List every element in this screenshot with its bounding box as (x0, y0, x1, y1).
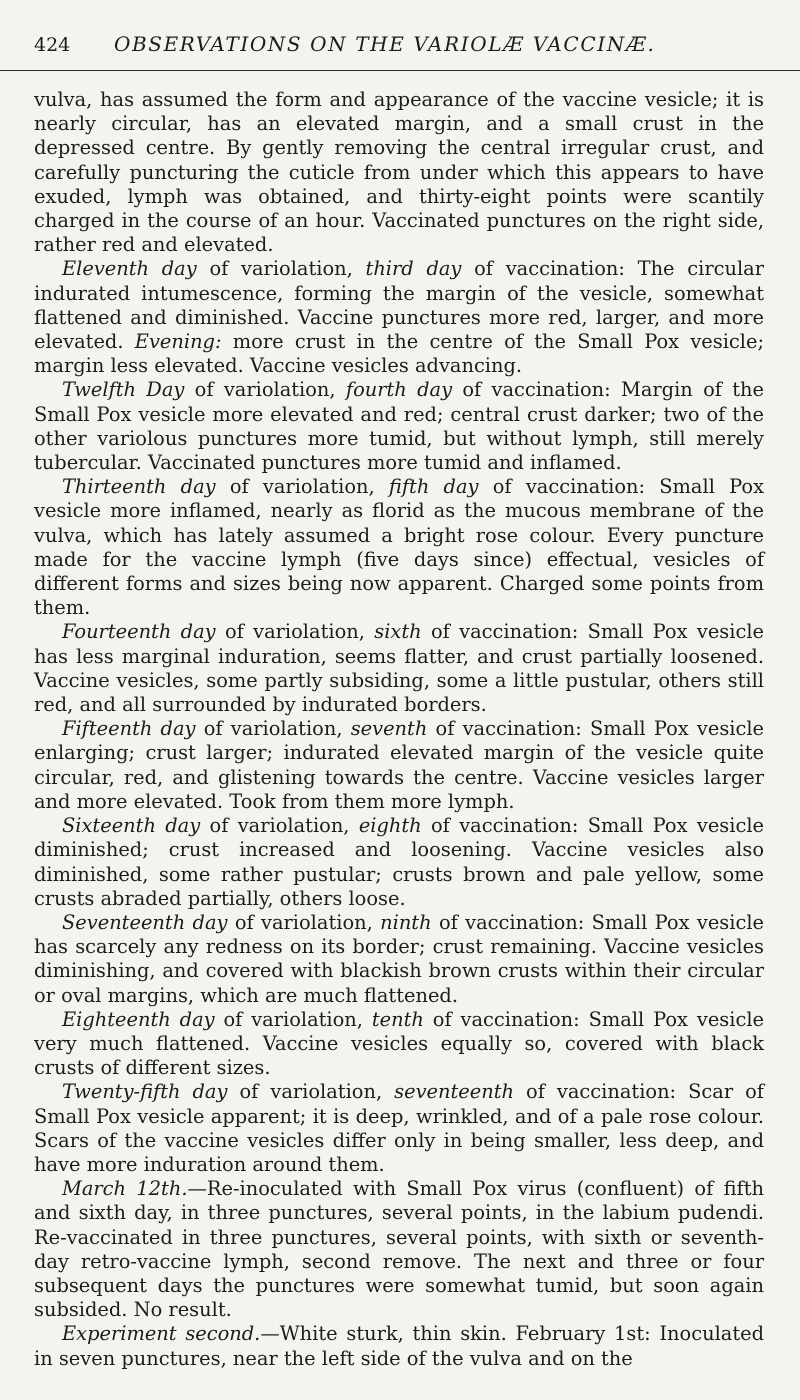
paragraph (34, 378, 764, 475)
text-run: of variolation, (227, 910, 381, 934)
italic-phrase: seventh (350, 717, 428, 741)
paragraph (34, 620, 764, 717)
text-run: of vaccination: Scar of Small Pox vesicle apparent; it is deep, wrinkled, and of a pale rose colour. Scars of the vaccine vesicles differ only in being smaller, less deep, and have more induration around them. (34, 1080, 764, 1176)
text-run: of variolation, (196, 257, 366, 281)
italic-phrase: Sixteenth day (62, 814, 201, 838)
text-run: of variolation, (215, 620, 375, 644)
text-run: of variolation, (227, 1080, 395, 1104)
italic-phrase: March 12th. (62, 1177, 188, 1201)
text-run: of vaccination: Small Pox vesicle enlarging; crust larger; indurated elevated margin of the vesicle quite circular, red, and glistening towards the centre. Vaccine vesicles larger and more elevated. Took from them more lymph. (34, 717, 765, 813)
italic-phrase: third day (365, 257, 462, 281)
body-text (34, 88, 764, 1371)
italic-phrase: Twenty-fifth day (62, 1080, 228, 1104)
text-run: of variolation, (214, 1007, 372, 1031)
paragraph (34, 1322, 764, 1370)
text-run: of vaccination: Small Pox vesicle diminished; crust increased and loosening. Vaccine vesicles also diminished, some rather pustular; crusts brown and pale yellow, some crusts abraded partially, others loose. (34, 814, 764, 910)
text-run: of vaccination: The circular indurated intumescence, forming the margin of the vesicle, somewhat flattened and diminished. Vaccine punctures more red, larger, and more elevated. (34, 257, 764, 354)
paragraph (34, 1080, 764, 1177)
italic-phrase: tenth (371, 1007, 424, 1031)
italic-phrase: fourth day (345, 378, 453, 402)
text-run: —Re-inoculated with Small Pox virus (confluent) of fifth and sixth day, in three punctures, several points, in the labium pudendi. Re-vaccinated in three punctures, several points, with sixth or seventh-day retro-vaccine lymph, second remove. The next and three or four subsequent days the punctures were somewhat tumid, but soon again subsided. No result. (34, 1177, 764, 1322)
paragraph (34, 717, 764, 814)
italic-phrase: Eighteenth day (62, 1007, 215, 1031)
italic-phrase: Experiment second. (62, 1322, 261, 1346)
paragraph (34, 1177, 764, 1322)
text-run: of variolation, (200, 814, 359, 838)
italic-phrase: Evening: (134, 330, 222, 354)
paragraph (34, 475, 764, 620)
italic-phrase: fifth day (388, 475, 479, 499)
paragraph (34, 911, 764, 1008)
paragraph (34, 88, 764, 257)
header-rule (0, 70, 800, 71)
text-run: of vaccination: Small Pox vesicle has scarcely any redness on its border; crust remaining. Vaccine vesicles diminishing, and covered with blackish brown crusts within their circular or oval margins, which are much flattened. (34, 910, 764, 1007)
text-run: vulva, has assumed the form and appearance of the vaccine vesicle; it is nearly circular, has an elevated margin, and a small crust in the depressed centre. By gently removing the central irregular crust, and carefully puncturing the cuticle from under which this appears to have exuded, lymph was obtained, and thirty-eight points were scantily charged in the course of an hour. Vaccinated punctures on the right side, rather red and elevated. (34, 88, 764, 257)
text-run: more crust in the centre of the Small Pox vesicle; margin less elevated. Vaccine vesicles advancing. (34, 330, 764, 378)
italic-phrase: Fifteenth day (62, 717, 196, 741)
text-run: of vaccination: Small Pox vesicle has less marginal induration, seems flatter, and crust partially loosened. Vaccine vesicles, some partly subsiding, some a little pustular, others still red, and all surrounded by indurated borders. (34, 620, 764, 717)
paragraph (34, 814, 764, 911)
text-run: —White sturk, thin skin. February 1st: Inoculated in seven punctures, near the left side of the vulva and on the (34, 1322, 765, 1370)
text-run: of variolation, (195, 717, 351, 741)
page-number: 424 (34, 34, 71, 56)
italic-phrase: Fourteenth day (62, 620, 216, 644)
italic-phrase: Twelfth Day (62, 378, 185, 402)
italic-phrase: sixth (374, 620, 422, 644)
text-run: of vaccination: Small Pox vesicle very much flattened. Vaccine vesicles equally so, covered with black crusts of different sizes. (34, 1007, 764, 1080)
paragraph (34, 257, 764, 378)
italic-phrase: eighth (358, 814, 422, 838)
text-run: of variolation, (184, 378, 346, 402)
page-header (34, 0, 764, 62)
italic-phrase: Eleventh day (62, 257, 197, 281)
text-run: of vaccination: Margin of the Small Pox vesicle more elevated and red; central crust darker; two of the other variolous punctures more tumid, but without lymph, still merely tubercular. Vaccinated punctures more tumid and inflamed. (34, 378, 765, 475)
text-run: of variolation, (215, 475, 389, 499)
italic-phrase: Thirteenth day (62, 475, 216, 499)
running-title: OBSERVATIONS ON THE VARIOLÆ VACCINÆ. (114, 32, 656, 56)
italic-phrase: Seventeenth day (62, 910, 228, 934)
text-run: of vaccination: Small Pox vesicle more inflamed, nearly as florid as the mucous membrane of the vulva, which has lately assumed a bright rose colour. Every puncture made for the vaccine lymph (five days since) effectual, vesicles of different forms and sizes being now apparent. Charged some points from them. (34, 475, 765, 620)
paragraph (34, 1008, 764, 1081)
italic-phrase: ninth (380, 910, 432, 934)
italic-phrase: seventeenth (394, 1080, 514, 1104)
